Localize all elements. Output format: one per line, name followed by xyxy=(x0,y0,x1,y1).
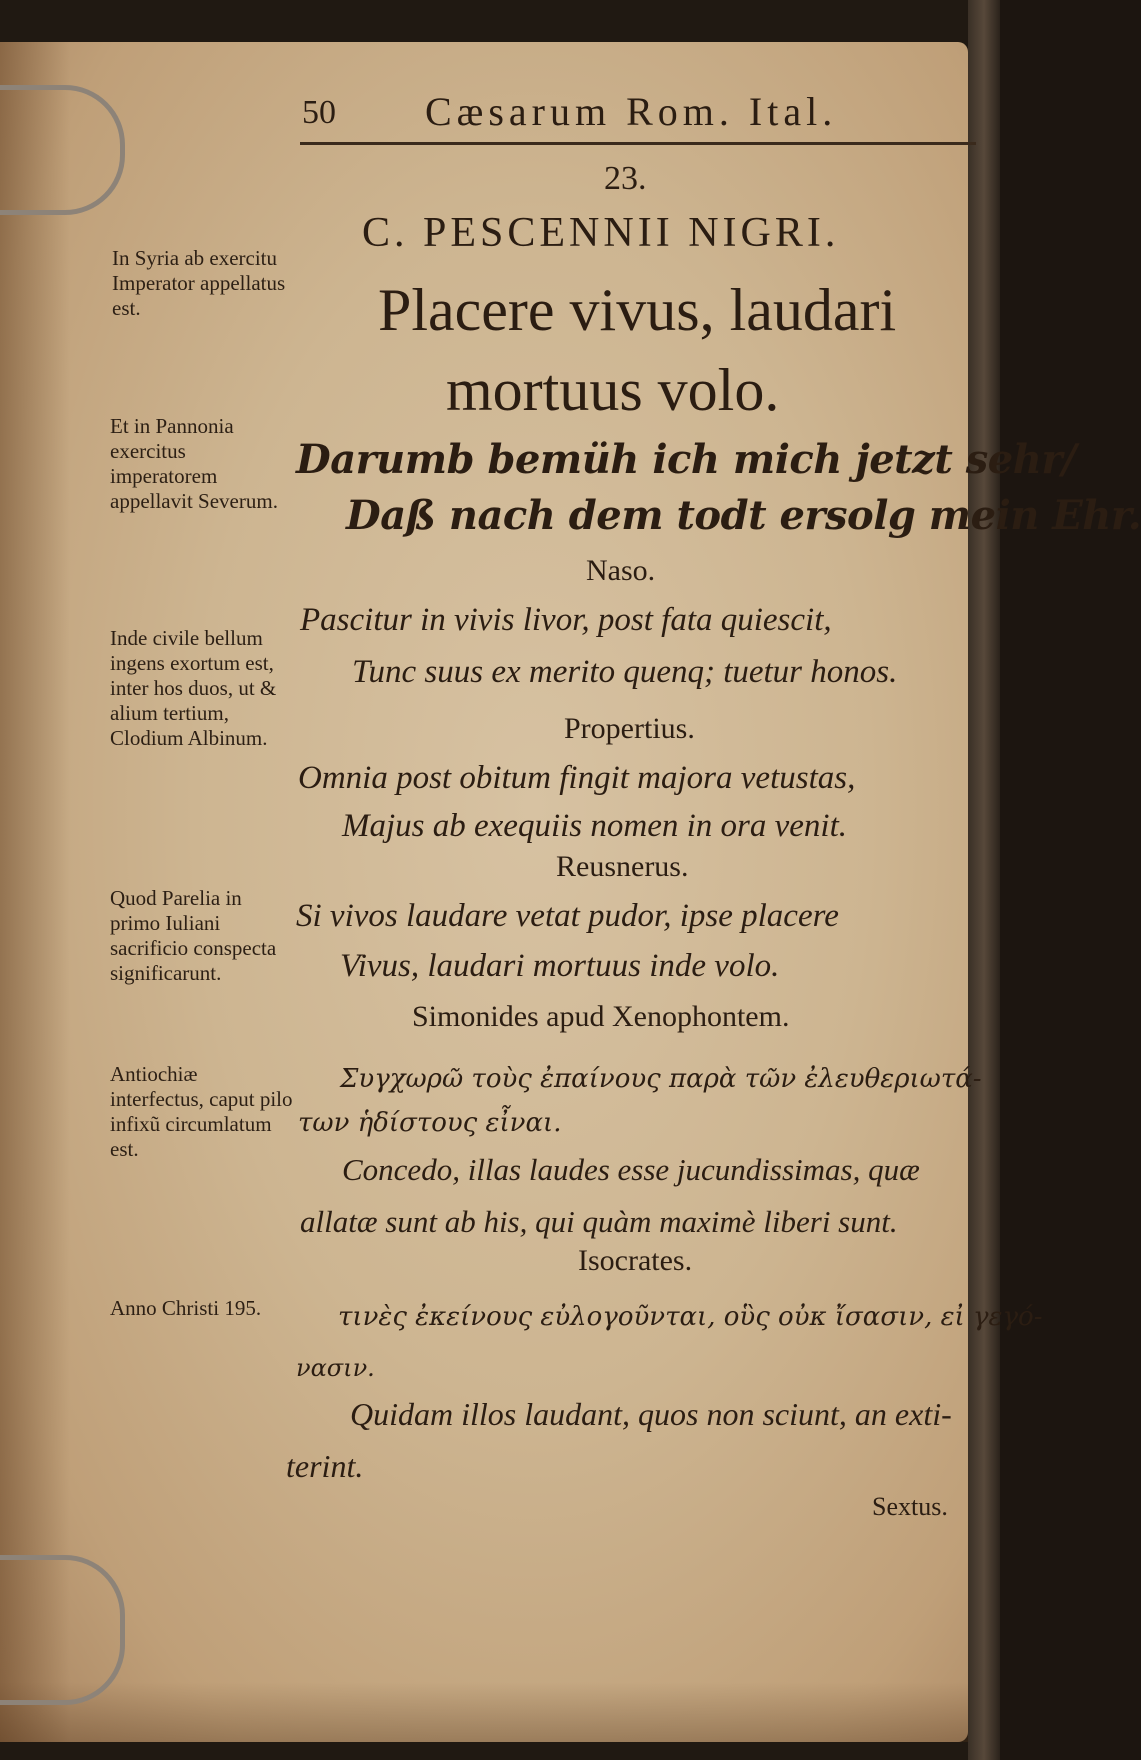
source-simonides: Simonides apud Xenophontem. xyxy=(412,1000,790,1033)
reusnerus-line-2: Vivus, laudari mortuus inde volo. xyxy=(340,948,780,984)
paper-clip-top xyxy=(0,85,125,215)
simonides-greek-line-2: των ἡδίστους εἶναι. xyxy=(298,1108,562,1138)
marginal-note-4: Quod Parelia in primo Iuliani sacrificio conspecta significarunt. xyxy=(110,886,277,985)
propertius-line-1: Omnia post obitum fingit majora vetustas, xyxy=(298,760,856,796)
propertius-line-2: Majus ab exequiis nomen in ora venit. xyxy=(342,808,847,844)
page-bottom-shadow xyxy=(0,1682,968,1742)
source-naso: Naso. xyxy=(586,554,656,587)
entry-number: 23. xyxy=(604,160,647,197)
isocrates-greek-line-2: νασιν. xyxy=(296,1354,375,1382)
source-isocrates: Isocrates. xyxy=(578,1244,693,1277)
isocrates-latin-line-1: Quidam illos laudant, quos non sciunt, an exti- xyxy=(350,1396,952,1432)
marginal-note-5: Antiochiæ interfectus, caput pilo infixũ circumlatum est. xyxy=(110,1062,293,1161)
german-line-1: Darumb bemüh ich mich jetzt sehr/ xyxy=(296,436,1077,483)
naso-line-1: Pascitur in vivis livor, post fata quiescit, xyxy=(300,602,832,638)
emperor-name: C. PESCENNII NIGRI. xyxy=(362,210,840,256)
marginal-note-1: In Syria ab exercitu Imperator appellatus est. xyxy=(112,246,286,320)
marginal-note-2: Et in Pannonia exercitus imperatorem appellavit Severum. xyxy=(110,414,278,513)
source-propertius: Propertius. xyxy=(564,712,695,745)
isocrates-greek-line-1: τινὲς ἐκείνους εὐλογοῦνται, οὓς οὐκ ἴσασιν, εἰ γεγό- xyxy=(338,1302,1043,1332)
page-gutter-shadow xyxy=(0,42,70,1742)
running-title: Cæsarum Rom. Ital. xyxy=(425,89,838,134)
simonides-latin-line-1: Concedo, illas laudes esse jucundissimas, quæ xyxy=(342,1152,920,1187)
motto-line-2: mortuus volo. xyxy=(446,357,780,423)
page-number: 50 xyxy=(302,94,336,131)
reusnerus-line-1: Si vivos laudare vetat pudor, ipse placere xyxy=(296,898,839,934)
isocrates-latin-line-2: terint. xyxy=(286,1448,364,1484)
source-sextus: Sextus. xyxy=(872,1492,948,1521)
naso-line-2: Tunc suus ex merito quenq; tuetur honos. xyxy=(352,654,898,690)
header-rule xyxy=(300,142,976,145)
marginal-note-3: Inde civile bellum ingens exortum est, inter hos duos, ut & alium tertium, Clodium Albinum. xyxy=(110,626,277,750)
simonides-latin-line-2: allatæ sunt ab his, qui quàm maximè liberi sunt. xyxy=(300,1204,898,1239)
paper-clip-bottom xyxy=(0,1555,125,1705)
motto-line-1: Placere vivus, laudari xyxy=(378,277,897,343)
simonides-greek-line-1: Συγχωρῶ τοὺς ἐπαίνους παρὰ τῶν ἐλευθεριωτά- xyxy=(340,1064,982,1094)
page-stack-edge xyxy=(968,0,1000,1760)
german-line-2: Daß nach dem todt ersolg mein Ehr. xyxy=(346,492,1141,539)
marginal-note-6: Anno Christi 195. xyxy=(110,1296,262,1320)
source-reusnerus: Reusnerus. xyxy=(556,850,689,883)
